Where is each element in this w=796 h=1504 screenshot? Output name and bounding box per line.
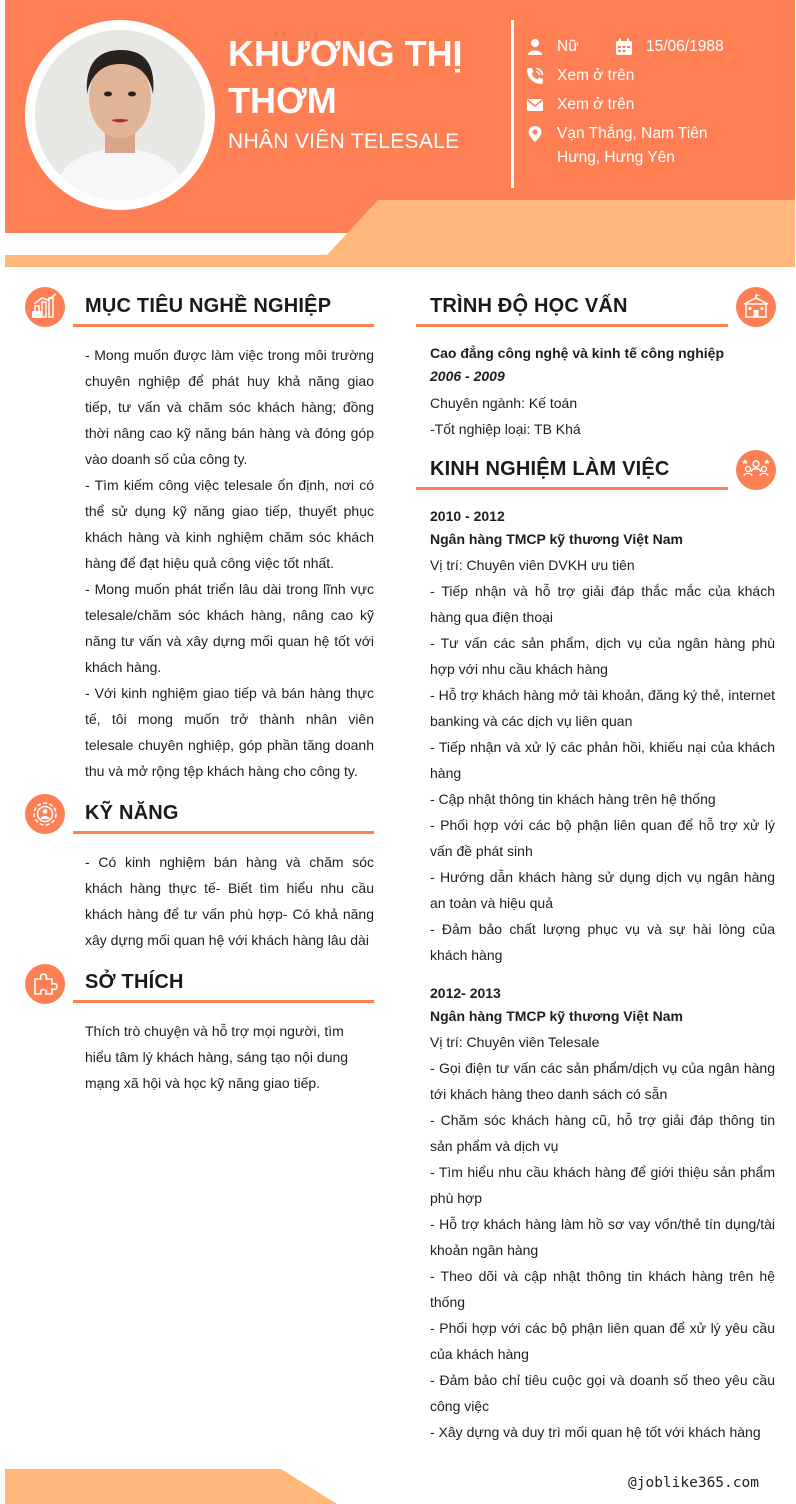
gender-value: Nữ (557, 38, 579, 55)
objective-title: MỤC TIÊU NGHỀ NGHIỆP (85, 295, 332, 317)
profile-photo (35, 30, 205, 200)
full-name (228, 30, 498, 124)
objective-paragraph: - Mong muốn được làm việc trong môi trường chuyên nghiệp để phát huy khả năng giao tiếp, tư vấn và chăm sóc khách hàng; đồng thời nâng cao kỹ năng bán hàng và đóng góp vào doanh số của công ty. (85, 347, 374, 467)
education-block (430, 342, 775, 442)
experience-underline (416, 487, 728, 490)
objective-paragraph: - Với kinh nghiệm giao tiếp và bán hàng thực tế, tôi mong muốn trở thành nhân viên telesale chuyên nghiệp, góp phần tăng doanh thu và mở rộng tệp khách hàng cho công ty. (85, 685, 374, 779)
education-title: TRÌNH ĐỘ HỌC VẤN (430, 295, 628, 317)
cv-header (5, 0, 795, 267)
skills-gear-icon (25, 794, 65, 834)
job-duty: - Hướng dẫn khách hàng sử dụng dịch vụ ngân hàng an toàn và hiệu quả (430, 869, 775, 911)
job-duty: - Đảm bảo chất lượng phục vụ và sự hài lòng của khách hàng (430, 921, 775, 963)
job-title: NHÂN VIÊN TELESALE (228, 130, 460, 153)
job-duty: - Phối hợp với các bộ phận liên quan để xử lý yêu cầu của khách hàng (430, 1320, 775, 1362)
hobbies-text: Thích trò chuyện và hỗ trợ mọi người, tìm hiểu tâm lý khách hàng, sáng tạo nội dung mạng xã hội và học kỹ năng giao tiếp. (85, 1023, 349, 1091)
contact-birthday (615, 38, 724, 59)
job-entry (430, 982, 775, 1445)
email-value: Xem ở trên (557, 96, 635, 113)
experience-title: KINH NGHIỆM LÀM VIỆC (430, 458, 670, 480)
job-duty: - Tiếp nhận và hỗ trợ giải đáp thắc mắc của khách hàng qua điện thoại (430, 583, 775, 625)
job-duty: - Gọi điện tư vấn các sản phẩm/dịch vụ của ngân hàng tới khách hàng theo danh sách có sẵn (430, 1060, 775, 1102)
objective-underline (73, 324, 374, 327)
skills-title: KỸ NĂNG (85, 802, 179, 824)
job-duty: - Xây dựng và duy trì mối quan hệ tốt với khách hàng (430, 1424, 761, 1440)
job-period: 2012- 2013 (430, 985, 501, 1001)
phone-value: Xem ở trên (557, 67, 635, 84)
job-company: Ngân hàng TMCP kỹ thương Việt Nam (430, 531, 683, 547)
contact-phone (526, 67, 634, 88)
address-line-1: Vạn Thắng, Nam Tiên (557, 125, 708, 142)
job-duty: - Tìm hiểu nhu cầu khách hàng để giới thiệu sản phẩm phù hợp (430, 1164, 775, 1206)
footer-decoration (5, 1469, 345, 1504)
skills-text: - Có kinh nghiệm bán hàng và chăm sóc khách hàng thực tế- Biết tìm hiểu nhu cầu khách hàng để tư vấn phù hợp- Có khả năng xây dựng mối quan hệ với khách hàng lâu dài (85, 854, 374, 948)
address-value (557, 122, 708, 170)
job-company: Ngân hàng TMCP kỹ thương Việt Nam (430, 1008, 683, 1024)
school-building-icon (736, 287, 776, 327)
school-name: Cao đẳng công nghệ và kinh tế công nghiệp (430, 345, 725, 361)
job-duty: - Hỗ trợ khách hàng làm hồ sơ vay vốn/thẻ tín dụng/tài khoản ngân hàng (430, 1216, 775, 1258)
job-entry (430, 505, 775, 968)
objective-paragraph: - Tìm kiếm công việc telesale ổn định, nơi có thể sử dụng kỹ năng giao tiếp, thuyết phục khách hàng và kinh nghiệm chăm sóc khách hàng để đạt hiệu quả công việc tốt nhất. (85, 477, 374, 571)
envelope-icon (526, 96, 544, 114)
phone-icon (526, 67, 544, 85)
skills-underline (73, 831, 374, 834)
contact-email (526, 96, 634, 117)
hobbies-underline (73, 1000, 374, 1003)
education-underline (416, 324, 728, 327)
name-line-1: KHƯƠNG THỊ (228, 33, 463, 74)
contact-address (526, 125, 708, 170)
job-duty: - Phối hợp với các bộ phận liên quan để hỗ trợ xử lý vấn đề phát sinh (430, 817, 775, 859)
avatar (25, 20, 215, 210)
education-grade: -Tốt nghiệp loại: TB Khá (430, 421, 581, 437)
job-duties (430, 1055, 775, 1445)
contact-gender (526, 38, 579, 59)
objective-paragraph: - Mong muốn phát triển lâu dài trong lĩnh vực telesale/chăm sóc khách hàng, nâng cao kỹ năng tư vấn và xây dựng mối quan hệ tốt với khách hàng. (85, 581, 374, 675)
job-position: Vị trí: Chuyên viên Telesale (430, 1034, 600, 1050)
address-line-2: Hưng, Hưng Yên (557, 149, 675, 166)
birthday-value: 15/06/1988 (646, 38, 724, 55)
objective-text (85, 342, 374, 784)
job-duty: - Hỗ trợ khách hàng mở tài khoản, đăng ký thẻ, internet banking và các dịch vụ liên quan (430, 687, 775, 729)
education-years: 2006 - 2009 (430, 368, 505, 384)
job-duty: - Chăm sóc khách hàng cũ, hỗ trợ giải đáp thông tin sản phẩm và dịch vụ (430, 1112, 775, 1154)
career-chart-icon (25, 287, 65, 327)
team-people-icon (736, 450, 776, 490)
calendar-icon (615, 38, 633, 56)
hobbies-title: SỞ THÍCH (85, 971, 184, 993)
name-line-2: THƠM (228, 80, 337, 121)
header-divider (511, 20, 514, 188)
job-duty: - Cập nhật thông tin khách hàng trên hệ thống (430, 791, 716, 807)
job-period: 2010 - 2012 (430, 508, 505, 524)
education-major: Chuyên ngành: Kế toán (430, 395, 578, 411)
job-duty: - Tiếp nhận và xử lý các phản hồi, khiếu nại của khách hàng (430, 739, 775, 781)
job-duty: - Đảm bảo chỉ tiêu cuộc gọi và doanh số theo yêu cầu công việc (430, 1372, 775, 1414)
map-pin-icon (526, 125, 544, 143)
job-position: Vị trí: Chuyên viên DVKH ưu tiên (430, 557, 635, 573)
job-duty: - Theo dõi và cập nhật thông tin khách hàng trên hệ thống (430, 1268, 775, 1310)
puzzle-icon (25, 964, 65, 1004)
job-duty: - Tư vấn các sản phẩm, dịch vụ của ngân hàng phù hợp với nhu cầu khách hàng (430, 635, 775, 677)
job-duties (430, 578, 775, 968)
person-icon (526, 38, 544, 56)
watermark: @joblike365.com (628, 1475, 759, 1491)
